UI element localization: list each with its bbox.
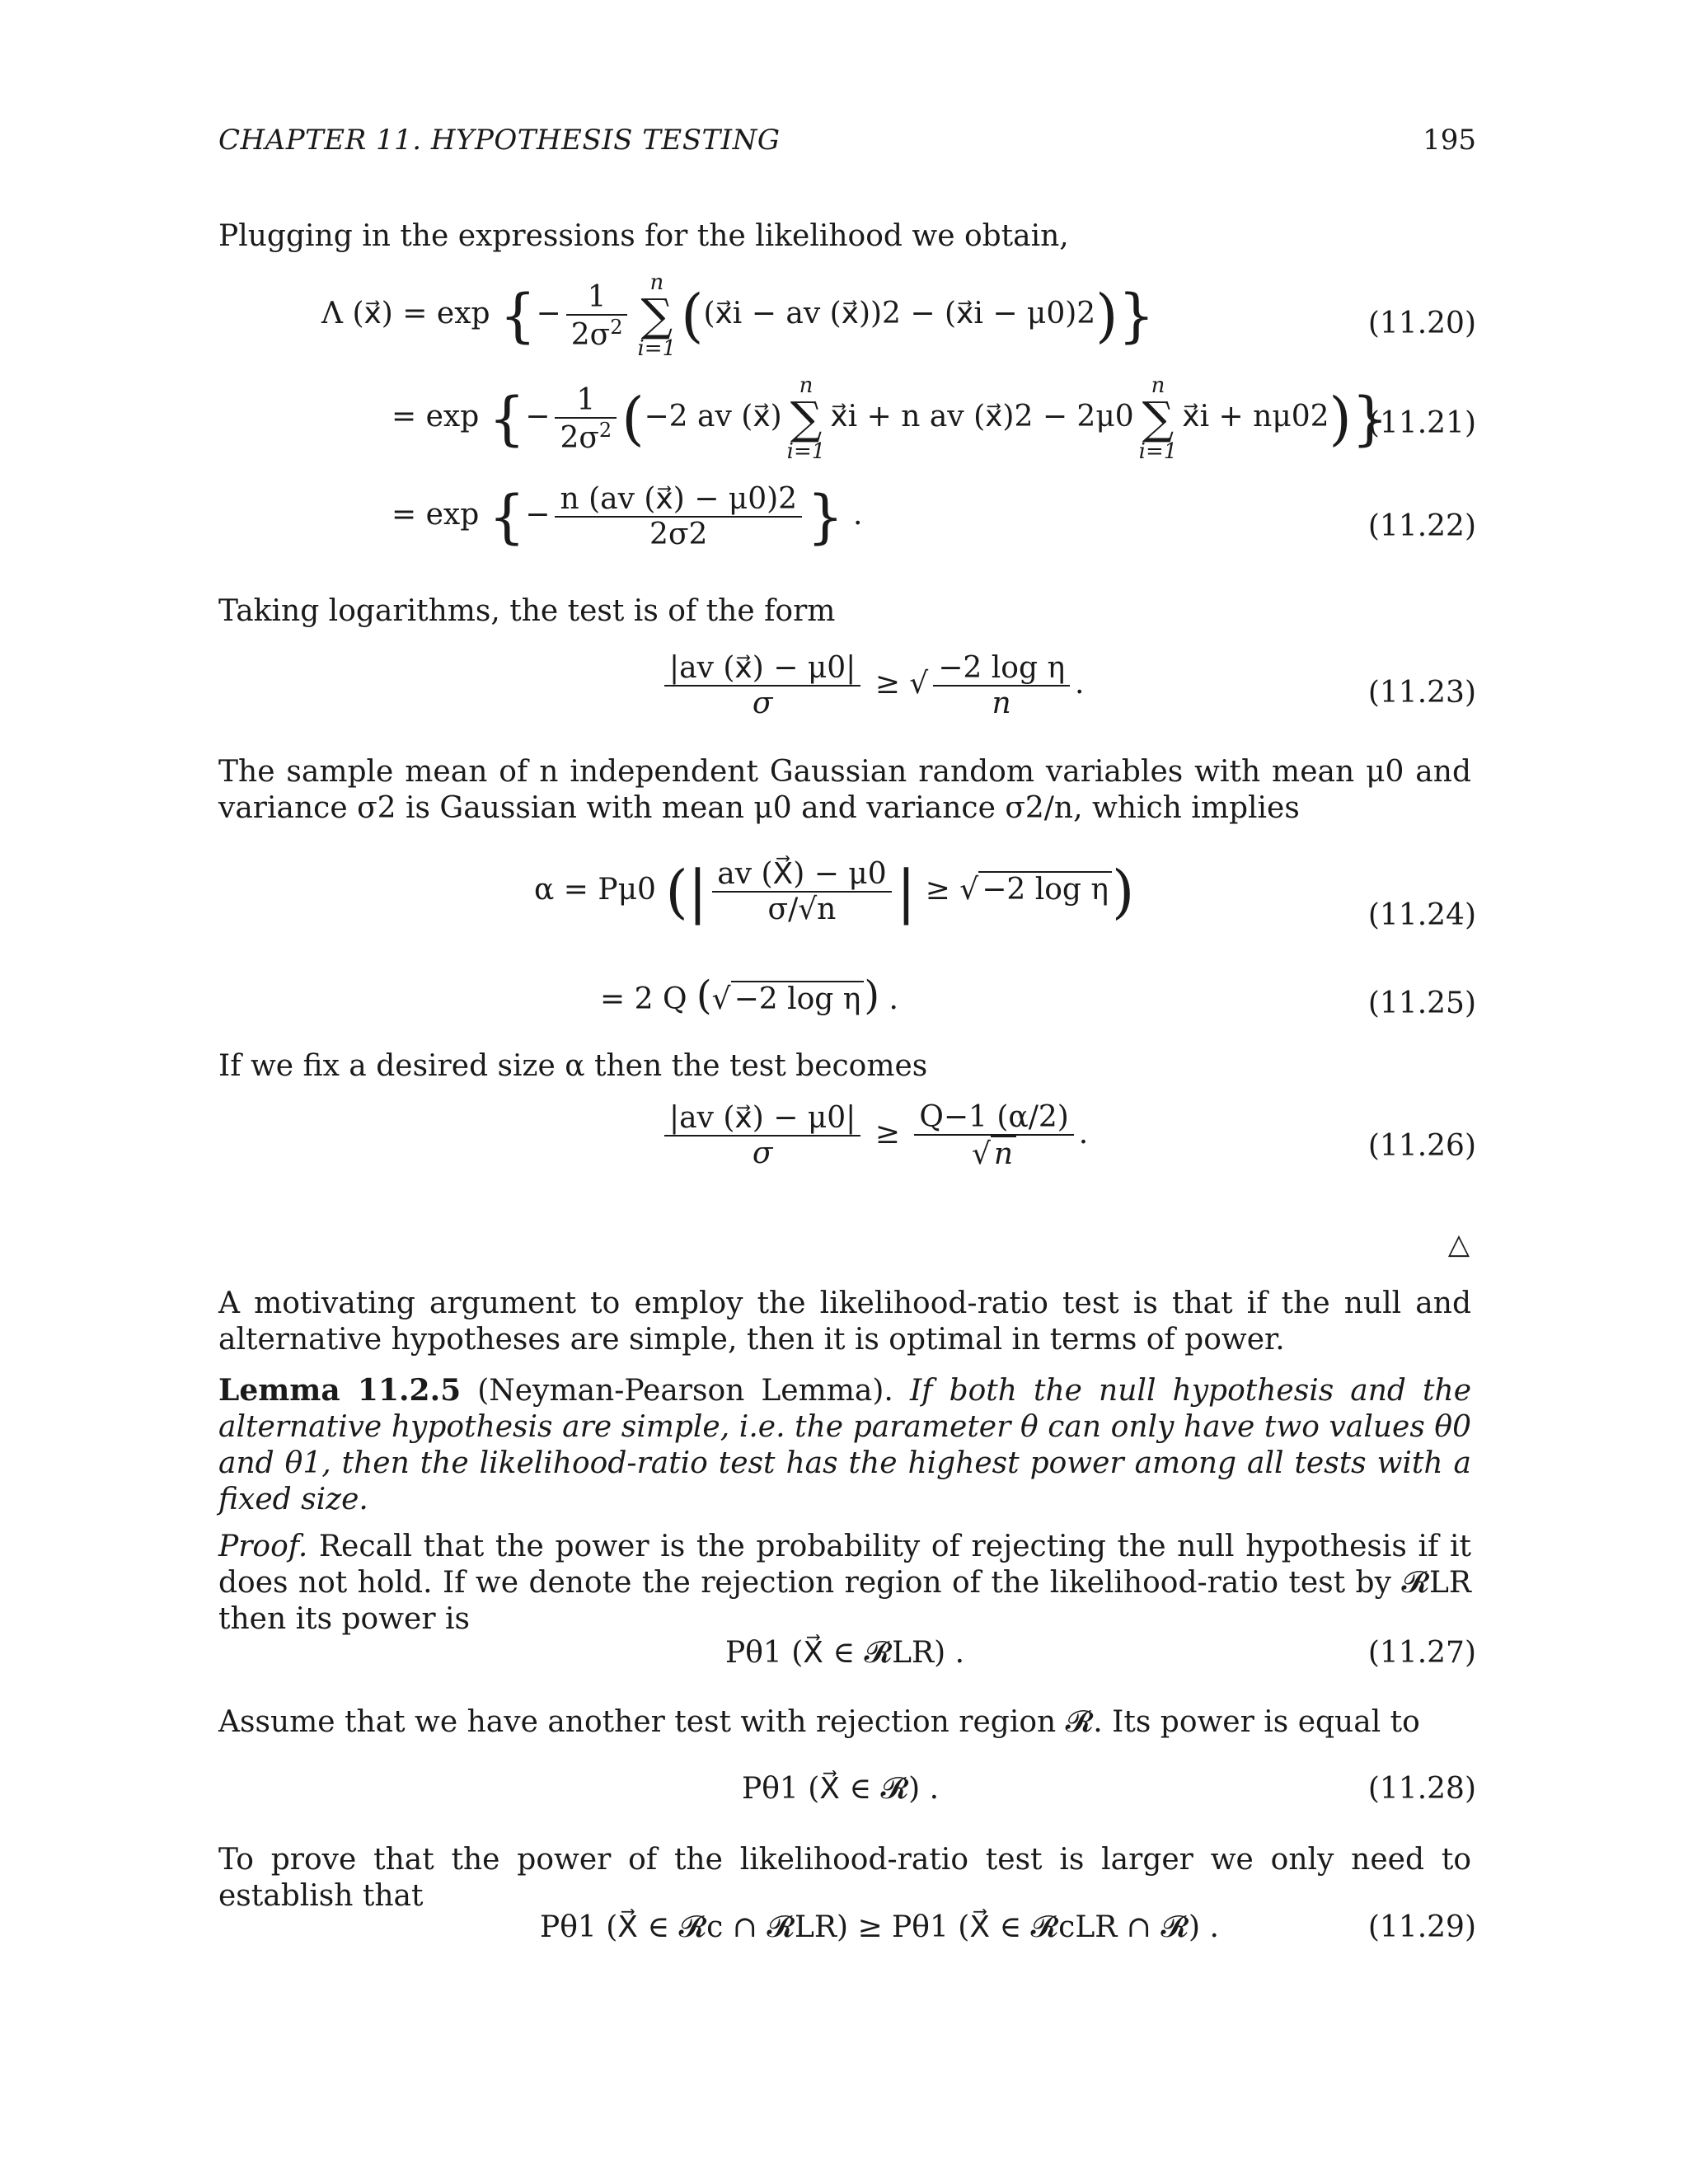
page-number: 195: [1423, 124, 1476, 157]
equation-11-25: = 2 Q (√ −2 log η) .: [600, 972, 898, 1019]
equation-11-27: Pθ1 (X⃗ ∈ 𝓡LR) .: [725, 1636, 965, 1670]
running-header: CHAPTER 11. HYPOTHESIS TESTING: [218, 124, 781, 157]
eq-11-24-den: σ/√n: [767, 893, 837, 926]
equation-11-28: Pθ1 (X⃗ ∈ 𝓡) .: [742, 1772, 940, 1806]
eq-11-23-num: |av (x⃗) − μ0|: [664, 651, 860, 687]
eq-11-23-den: σ: [752, 687, 773, 720]
paragraph-taking-logs: Taking logarithms, the test is of the form: [218, 594, 836, 628]
eq-11-24-lhs: α = Pμ0: [534, 873, 656, 907]
proof-paragraph: [218, 1529, 1471, 1638]
eq-number-11-20: (11.20): [1367, 307, 1476, 340]
equation-11-23: $\frac{|av (x⃗) - \mu 0|}{\sigma}$ ≥ √ $\frac{\text{−2 log η}}{n}$ .: [659, 651, 1084, 720]
equation-11-20: Λ (x⃗) = exp {− $\frac{1}{2\sigma^2}$ n ∑ i=1 ((x⃗i − av (x⃗))2 − (x⃗i − μ0)2)}: [321, 270, 1156, 361]
eq-number-11-27: (11.27): [1367, 1636, 1476, 1670]
eq-11-20-body: (x⃗i − av (x⃗))2 − (x⃗i − μ0)2: [703, 297, 1096, 330]
eq-number-11-25: (11.25): [1367, 987, 1476, 1020]
equation-11-24: α = Pμ0 (| $\frac{av (X⃗) - \mu 0}{\sigma/√n}$ | ≥ √ −2 log η): [534, 857, 1135, 926]
eq-11-20-lhs: Λ (x⃗) = exp: [321, 297, 490, 330]
end-of-example-symbol: △: [1447, 1228, 1470, 1261]
lemma-title: Lemma 11.2.5: [218, 1373, 462, 1408]
paragraph-sample-mean: The sample mean of n independent Gaussian random variables with mean μ0 and variance σ2 is Gaussian with mean μ0 and variance σ2/n, which implies: [218, 755, 1471, 825]
equation-11-26: $\frac{|av (x⃗) - \mu 0|}{\sigma}$ ≥ $\frac{Q-1 (\alpha/2)}{√ n}$ .: [659, 1100, 1088, 1171]
eq-11-26-num: |av (x⃗) − μ0|: [664, 1101, 860, 1137]
lemma-body: If both the null hypothesis and the alternative hypothesis are simple, i.e. the parameter θ can only have two values θ0 and θ1, then the likelihood-ratio test has the highest power among all tests with a fixed size.: [218, 1374, 1472, 1516]
eq-11-23-rden: n: [992, 687, 1011, 720]
proof-label: Proof.: [218, 1530, 308, 1563]
eq-11-23-rnum: −2 log η: [933, 651, 1070, 687]
eq-11-25-lhs: = 2 Q: [600, 982, 687, 1016]
paragraph-another-test: Assume that we have another test with rejection region 𝓡. Its power is equal to: [218, 1705, 1420, 1739]
eq-number-11-21: (11.21): [1367, 406, 1476, 440]
paragraph-fix-size: If we fix a desired size α then the test becomes: [218, 1049, 928, 1083]
eq-11-21-a: −2 av (x⃗): [644, 400, 782, 434]
eq-number-11-22: (11.22): [1367, 509, 1476, 543]
eq-11-26-rden: n: [991, 1136, 1016, 1171]
eq-number-11-24: (11.24): [1367, 898, 1476, 932]
proof-body: Recall that the power is the probability of rejecting the null hypothesis if it does not hold. If we denote the rejection region of the likelihood-ratio test by 𝓡LR then its power is: [218, 1530, 1471, 1636]
eq-11-22-lhs: = exp: [392, 498, 480, 532]
eq-number-11-26: (11.26): [1367, 1129, 1476, 1163]
paragraph-motivating-argument: A motivating argument to employ the likelihood-ratio test is that if the null and alternative hypotheses are simple, then it is optimal in terms of power.: [218, 1286, 1471, 1357]
eq-11-22-den: 2σ2: [649, 518, 708, 551]
eq-11-24-num: av (X⃗) − μ0: [712, 857, 891, 893]
equation-11-21: = exp {− $\frac{1}{2\sigma^2}$ (−2 av (x⃗) n ∑ i=1 x⃗i + n av (x⃗)2 − 2μ0 n ∑ i=1 x⃗i + nμ02)}: [392, 373, 1389, 464]
eq-11-26-den: σ: [752, 1137, 773, 1170]
lemma-name: (Neyman-Pearson Lemma).: [477, 1374, 893, 1408]
paragraph-likelihood-intro: Plugging in the expressions for the likelihood we obtain,: [218, 219, 1069, 253]
eq-number-11-23: (11.23): [1367, 676, 1476, 710]
paragraph-to-prove: To prove that the power of the likelihood-ratio test is larger we only need to establish that: [218, 1843, 1471, 1913]
eq-11-25-rhs: −2 log η: [731, 981, 865, 1016]
eq-11-21-c: x⃗i + nμ02: [1182, 400, 1329, 434]
eq-11-21-b: x⃗i + n av (x⃗)2 − 2μ0: [830, 400, 1134, 434]
eq-11-26-rnum: Q−1 (α/2): [914, 1100, 1073, 1136]
equation-11-29: Pθ1 (X⃗ ∈ 𝓡c ∩ 𝓡LR) ≥ Pθ1 (X⃗ ∈ 𝓡cLR ∩ 𝓡) .: [540, 1910, 1219, 1944]
eq-11-22-num: n (av (x⃗) − μ0)2: [555, 482, 802, 518]
eq-11-24-rhs: −2 log η: [978, 871, 1112, 907]
eq-number-11-29: (11.29): [1367, 1910, 1476, 1944]
eq-11-21-lhs: = exp: [392, 400, 480, 434]
eq-number-11-28: (11.28): [1367, 1772, 1476, 1806]
lemma-11-2-5: [218, 1372, 1471, 1518]
equation-11-22: = exp {− $\frac{n (av (x⃗) - \mu 0)2}{2\sigma 2}$ } .: [392, 482, 863, 551]
